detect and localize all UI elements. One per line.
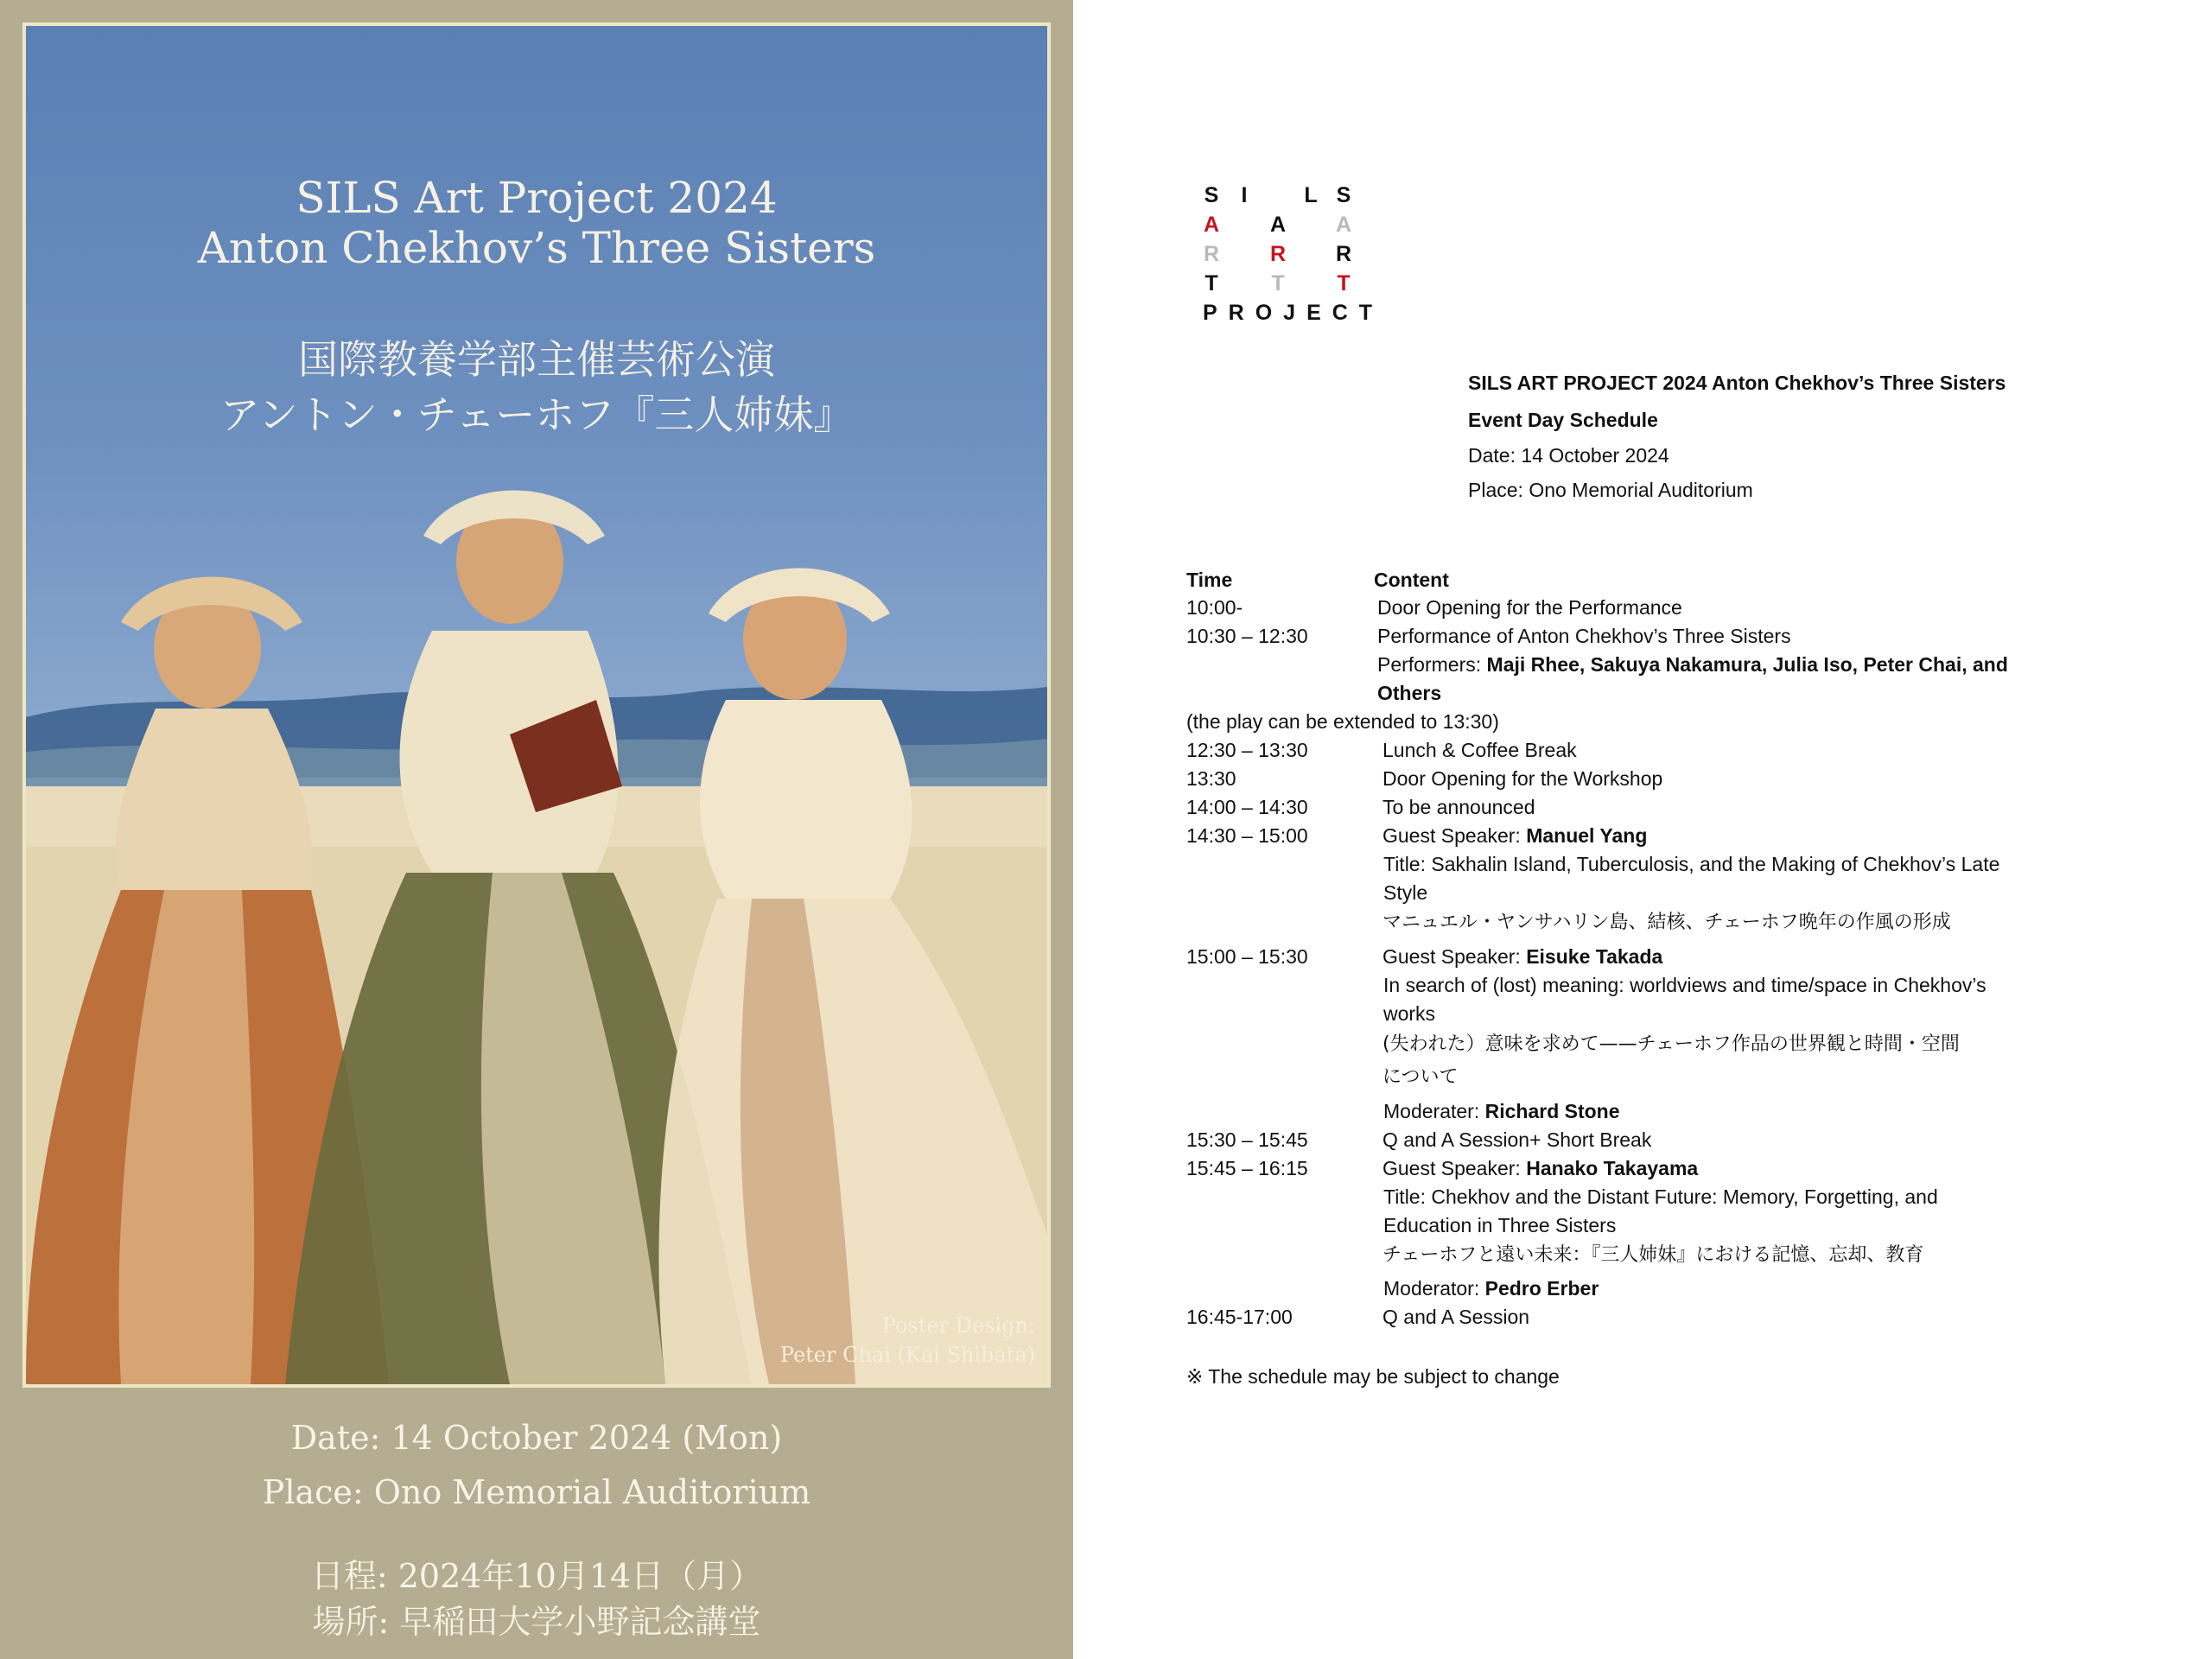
talk-title-cont: Style bbox=[1383, 881, 1428, 904]
talk-title-jp: チェーホフと遠い未来：『三人姉妹』における記憶、忘却、教育 bbox=[1382, 1244, 1924, 1266]
column-header-content: Content bbox=[1374, 569, 1449, 591]
row-time: 12:30 – 13:30 bbox=[1186, 739, 1308, 761]
logo-letter: I bbox=[1241, 183, 1248, 207]
talk-title: Title: Sakhalin Island, Tuberculosis, and the Making of Chekhov’s Late bbox=[1383, 853, 2000, 875]
poster-artwork bbox=[22, 22, 1051, 1388]
performers-names-cont: Others bbox=[1377, 682, 1442, 704]
row-time: 15:30 – 15:45 bbox=[1186, 1128, 1308, 1151]
poster-title-jp-2: アントン・チェーホフ『三人姉妹』 bbox=[219, 391, 854, 438]
talk-title-cont: Education in Three Sisters bbox=[1383, 1214, 1617, 1236]
logo-letter: A bbox=[1269, 213, 1287, 237]
talk-title: Title: Chekhov and the Distant Future: Memory, Forgetting, and bbox=[1383, 1185, 1938, 1208]
moderator-name: Richard Stone bbox=[1484, 1100, 1620, 1122]
row-time: 14:30 – 15:00 bbox=[1186, 824, 1308, 847]
logo-letter: A bbox=[1335, 213, 1352, 237]
logo-letter: R bbox=[1335, 242, 1352, 266]
logo-letter: T bbox=[1337, 271, 1351, 296]
row-time: 14:00 – 14:30 bbox=[1186, 796, 1308, 818]
talk-title-jp: (失われた）意味を求めて——チェーホフ作品の世界観と時間・空間 bbox=[1382, 1033, 1960, 1055]
talk-title: In search of (lost) meaning: worldviews and time/space in Chekhov’s bbox=[1383, 974, 1986, 996]
poster-title-en-2: Anton Chekhov’s Three Sisters bbox=[197, 223, 876, 273]
row-time: 16:45-17:00 bbox=[1186, 1306, 1293, 1328]
schedule-subtitle: Event Day Schedule bbox=[1468, 409, 1658, 431]
logo-letter: L bbox=[1304, 183, 1318, 207]
row-content: Performance of Anton Chekhov’s Three Sisters bbox=[1377, 625, 1791, 647]
row-time: 10:30 – 12:30 bbox=[1186, 625, 1308, 647]
schedule-footnote: ※ The schedule may be subject to change bbox=[1186, 1365, 1560, 1388]
logo-letter: T bbox=[1205, 271, 1218, 296]
speaker-name: Manuel Yang bbox=[1526, 824, 1648, 847]
performance-note: (the play can be extended to 13:30) bbox=[1186, 710, 1499, 733]
row-time: 15:00 – 15:30 bbox=[1186, 945, 1308, 968]
speaker-label: Guest Speaker: bbox=[1382, 824, 1527, 847]
column-header-time: Time bbox=[1186, 569, 1233, 591]
event-poster bbox=[0, 0, 1073, 1659]
performers-names: Maji Rhee, Sakuya Nakamura, Julia Iso, Peter Chai, and bbox=[1486, 653, 2008, 676]
talk-title-jp: マニュエル・ヤンサハリン島、結核、チェーホフ晩年の作風の形成 bbox=[1382, 912, 1951, 933]
schedule-place: Place: Ono Memorial Auditorium bbox=[1468, 479, 1753, 501]
schedule-title: SILS ART PROJECT 2024 Anton Chekhov’s Three Sisters bbox=[1468, 372, 2006, 394]
poster-place-jp: 場所: 早稲田大学小野記念講堂 bbox=[312, 1603, 761, 1641]
poster-title-en-1: SILS Art Project 2024 bbox=[296, 173, 778, 223]
speaker-line bbox=[1382, 945, 1662, 968]
moderator-label: Moderater: bbox=[1383, 1100, 1485, 1122]
logo-letter: R bbox=[1269, 242, 1287, 266]
poster-credit-label: Poster Design: bbox=[881, 1313, 1035, 1338]
logo-letter: A bbox=[1203, 213, 1220, 237]
poster-title-jp-1: 国際教養学部主催芸術公演 bbox=[298, 336, 775, 383]
moderator-name: Pedro Erber bbox=[1484, 1277, 1599, 1300]
logo-letter: S bbox=[1336, 183, 1351, 207]
poster-date-en: Date: 14 October 2024 (Mon) bbox=[290, 1419, 783, 1457]
speaker-label: Guest Speaker: bbox=[1382, 1157, 1527, 1179]
row-time: 10:00- bbox=[1186, 596, 1243, 619]
row-content: Door Opening for the Performance bbox=[1377, 596, 1682, 619]
moderator-line bbox=[1383, 1100, 1620, 1122]
talk-title-cont: works bbox=[1383, 1002, 1436, 1025]
row-time: 13:30 bbox=[1186, 767, 1236, 790]
logo-letter: R bbox=[1203, 242, 1220, 266]
speaker-name: Hanako Takayama bbox=[1526, 1157, 1699, 1179]
row-time: 15:45 – 16:15 bbox=[1186, 1157, 1308, 1179]
poster-date-jp: 日程: 2024年10月14日（月） bbox=[310, 1557, 763, 1595]
speaker-line bbox=[1382, 1157, 1698, 1179]
row-content: Door Opening for the Workshop bbox=[1382, 767, 1663, 790]
moderator-line bbox=[1383, 1277, 1599, 1300]
schedule-date: Date: 14 October 2024 bbox=[1468, 444, 1669, 467]
speaker-label: Guest Speaker: bbox=[1382, 945, 1527, 968]
row-content: Q and A Session bbox=[1382, 1306, 1530, 1328]
poster-place-en: Place: Ono Memorial Auditorium bbox=[262, 1473, 811, 1511]
logo-project-word: PROJECT bbox=[1203, 301, 1384, 325]
talk-title-jp-cont: について bbox=[1382, 1066, 1459, 1088]
performers-line bbox=[1377, 653, 2008, 676]
speaker-line bbox=[1382, 824, 1647, 847]
row-content: To be announced bbox=[1382, 796, 1535, 818]
moderator-label: Moderator: bbox=[1383, 1277, 1485, 1300]
speaker-name: Eisuke Takada bbox=[1526, 945, 1663, 968]
row-content: Q and A Session+ Short Break bbox=[1382, 1128, 1652, 1151]
performers-label: Performers: bbox=[1377, 653, 1487, 676]
poster-credit-name: Peter Chai (Kai Shibata) bbox=[779, 1343, 1035, 1367]
logo-letter: T bbox=[1271, 271, 1285, 296]
row-content: Lunch & Coffee Break bbox=[1382, 739, 1577, 761]
logo-letter: S bbox=[1204, 183, 1219, 207]
